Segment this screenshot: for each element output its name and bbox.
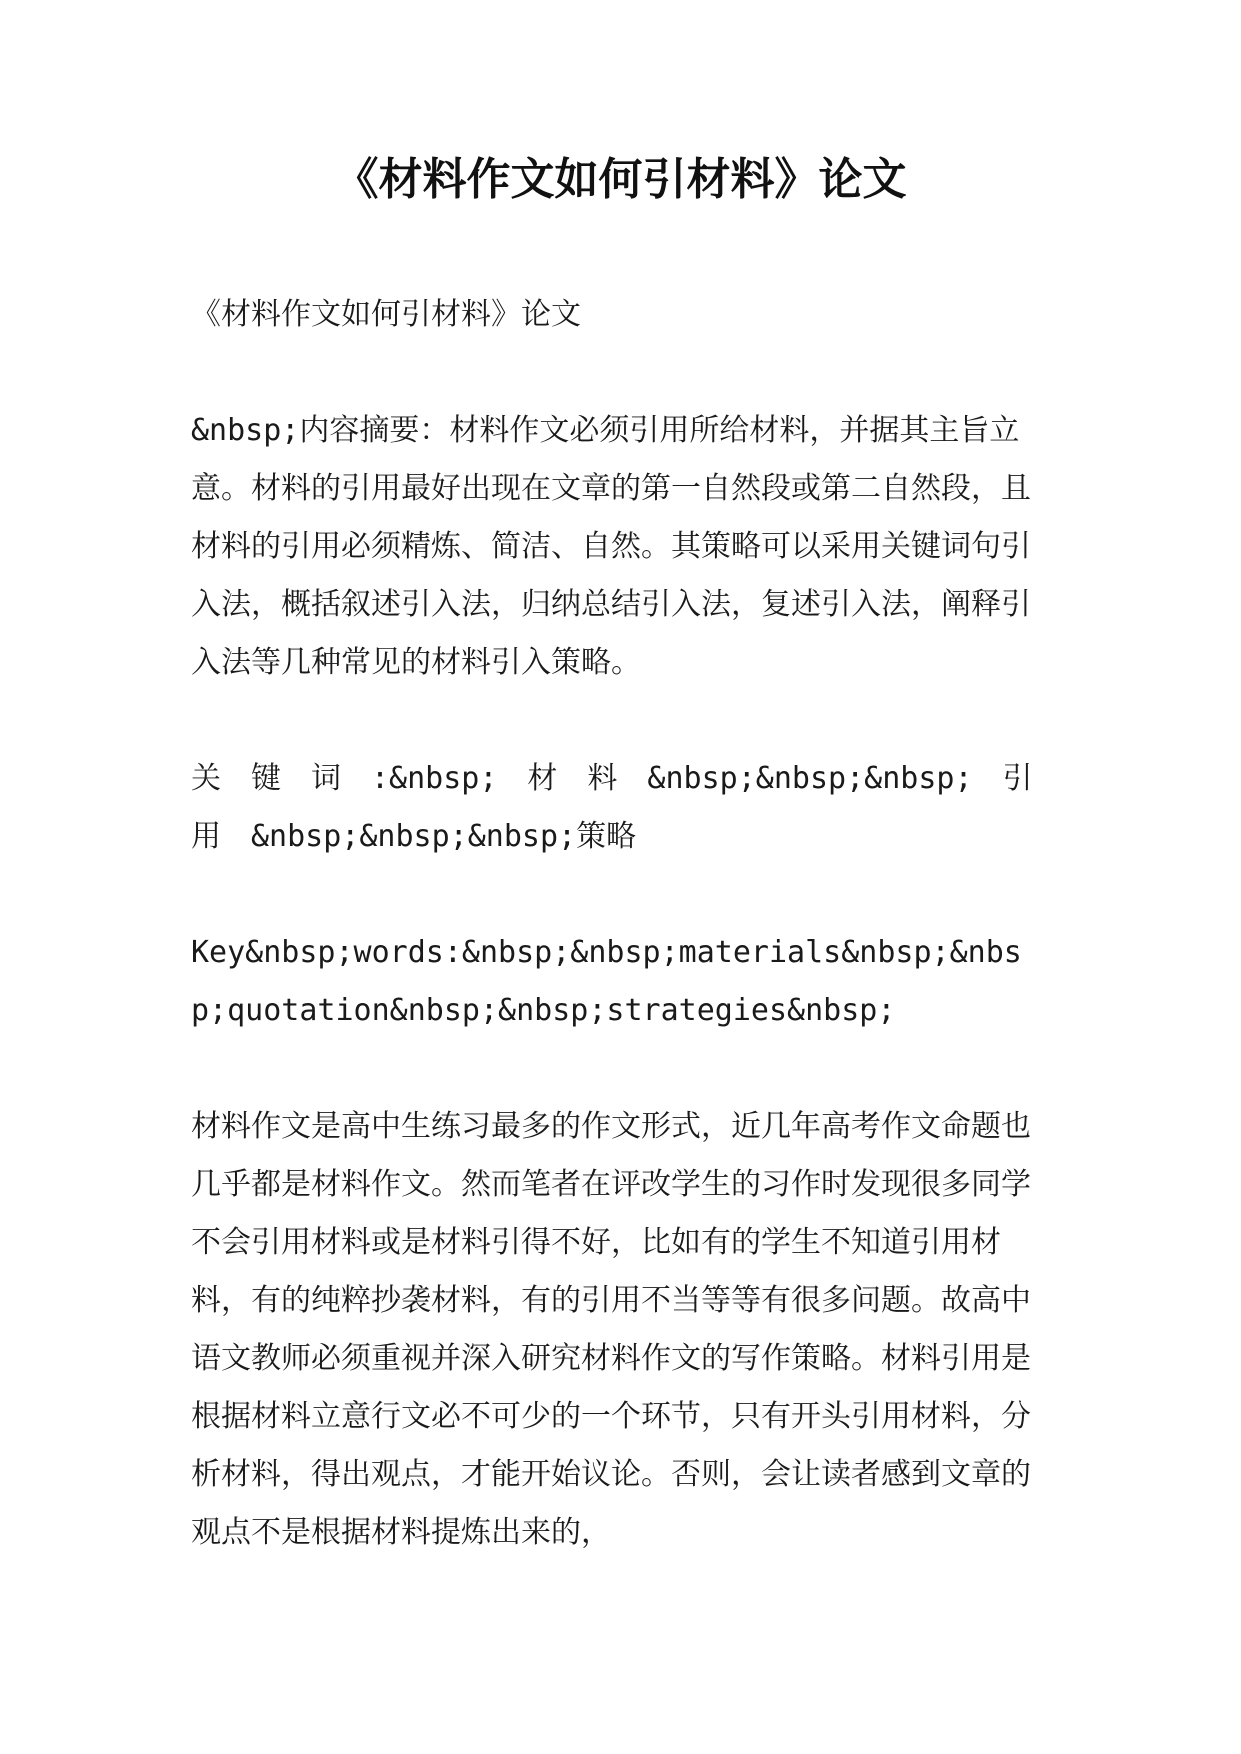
document-title: 《材料作文如何引材料》论文 (334, 154, 907, 205)
abstract-paragraph: &nbsp;内容摘要：材料作文必须引用所给材料，并据其主旨立意。材料的引用最好出现在文章的第一自然段或第二自然段，且材料的引用必须精炼、简洁、自然。其策略可以采用关键词句引入法，概括叙述引入法，归纳总结引入法，复述引入法，阐释引入法等几种常见的材料引入策略。 (191, 413, 1031, 680)
document-subtitle: 《材料作文如何引材料》论文 (191, 297, 581, 332)
keywords-chinese: 关 键 词 :&nbsp; 材 料 &nbsp;&nbsp;&nbsp; 引 用 &nbsp;&nbsp;&nbsp;策略 (191, 761, 1063, 854)
keywords-english: Key&nbsp;words:&nbsp;&nbsp;materials&nbsp;&nbsp;quotation&nbsp;&nbsp;strategies&nbsp; (191, 935, 1022, 1028)
body-paragraph: 材料作文是高中生练习最多的作文形式，近几年高考作文命题也几乎都是材料作文。然而笔者在评改学生的习作时发现很多同学不会引用材料或是材料引得不好，比如有的学生不知道引用材料，有的纯粹抄袭材料，有的引用不当等等有很多问题。故高中语文教师必须重视并深入研究材料作文的写作策略。材料引用是根据材料立意行文必不可少的一个环节，只有开头引用材料，分析材料，得出观点，才能开始议论。否则，会让读者感到文章的观点不是根据材料提炼出来的， (191, 1109, 1031, 1550)
